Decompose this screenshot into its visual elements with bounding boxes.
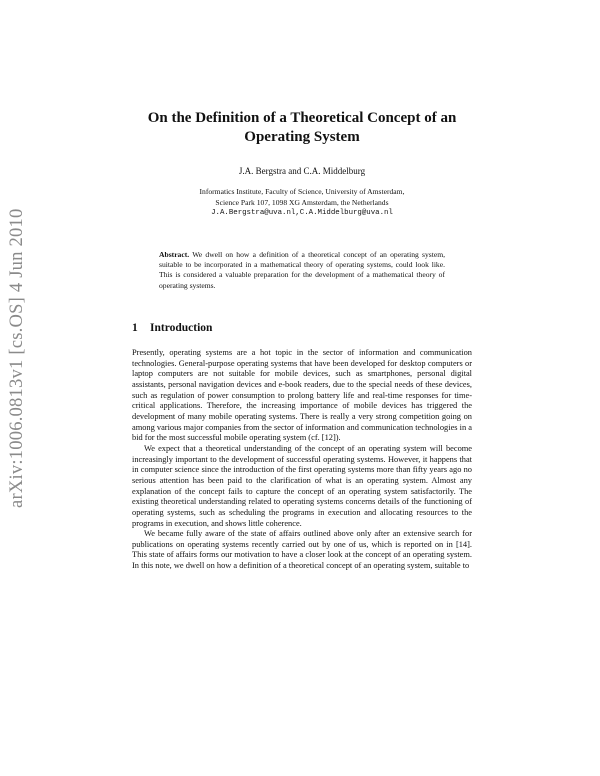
affiliation-line-2: Science Park 107, 1098 XG Amsterdam, the Netherlands (215, 198, 389, 207)
section-body (132, 348, 472, 572)
author-emails: J.A.Bergstra@uva.nl,C.A.Middelburg@uva.nl (211, 209, 393, 217)
arxiv-identifier-text: arXiv:1006.0813v1 [cs.OS] 4 Jun 2010 (6, 208, 27, 508)
section-heading (132, 322, 212, 334)
abstract-label: Abstract. (159, 250, 190, 259)
paragraph: Presently, operating systems are a hot topic in the sector of information and communication technologies. General-purpose operating systems that have been developed for desktop computers or laptop computers are not suitable for mobile devices, such as smartphones, personal digital assistants, personal navigation devices and e-book readers, due to the special needs of these devices, such as regulation of power consumption to prolong battery life and real-time responses for time-critical applications. Therefore, the increasing importance of mobile devices has triggered the development of many mobile operating systems. There is really a very strong competition going on among various major companies from the sector of information and communication technologies in a bid for the most successful mobile operating system (cf. [12]). (132, 348, 472, 443)
paper-authors: J.A. Bergstra and C.A. Middelburg (238, 166, 366, 176)
affiliation-block (132, 186, 472, 219)
paragraph: We became fully aware of the state of affairs outlined above only after an extensive search for publications on operating systems recently carried out by one of us, which is reported on in [14]. This state of affairs forms our motivation to have a closer look at the concept of an operating system. In this note, we dwell on how a definition of a theoretical concept of an operating system, suitable to (132, 529, 472, 571)
section-number: 1 (132, 322, 138, 334)
arxiv-identifier (2, 208, 30, 508)
affiliation-line-1: Informatics Institute, Faculty of Science, University of Amsterdam, (199, 187, 405, 196)
paragraph: We expect that a theoretical understanding of the concept of an operating system will become increasingly important to the development of successful operating systems. However, it happens that in computer science since the introduction of the first operating systems more than fifty years ago no serious attention has been paid to the clarification of what is an operating system. Almost any explanation of the concept fails to capture the concept of an operating system satisfactorily. The existing theoretical understanding related to operating systems concerns details of the functioning of operating systems, such as scheduling the programs in execution and allocating resources to the programs in execution, and shows little coherence. (132, 443, 472, 528)
abstract-text: We dwell on how a definition of a theoretical concept of an operating system, suitable to be incorporated in a mathematical theory of operating systems, could look like. This is considered a valuable preparation for the development of a mathematical theory of operating systems. (159, 250, 446, 290)
paper-title: On the Definition of a Theoretical Concept of an Operating System (147, 110, 457, 145)
section-title: Introduction (150, 322, 213, 334)
abstract (159, 250, 445, 291)
